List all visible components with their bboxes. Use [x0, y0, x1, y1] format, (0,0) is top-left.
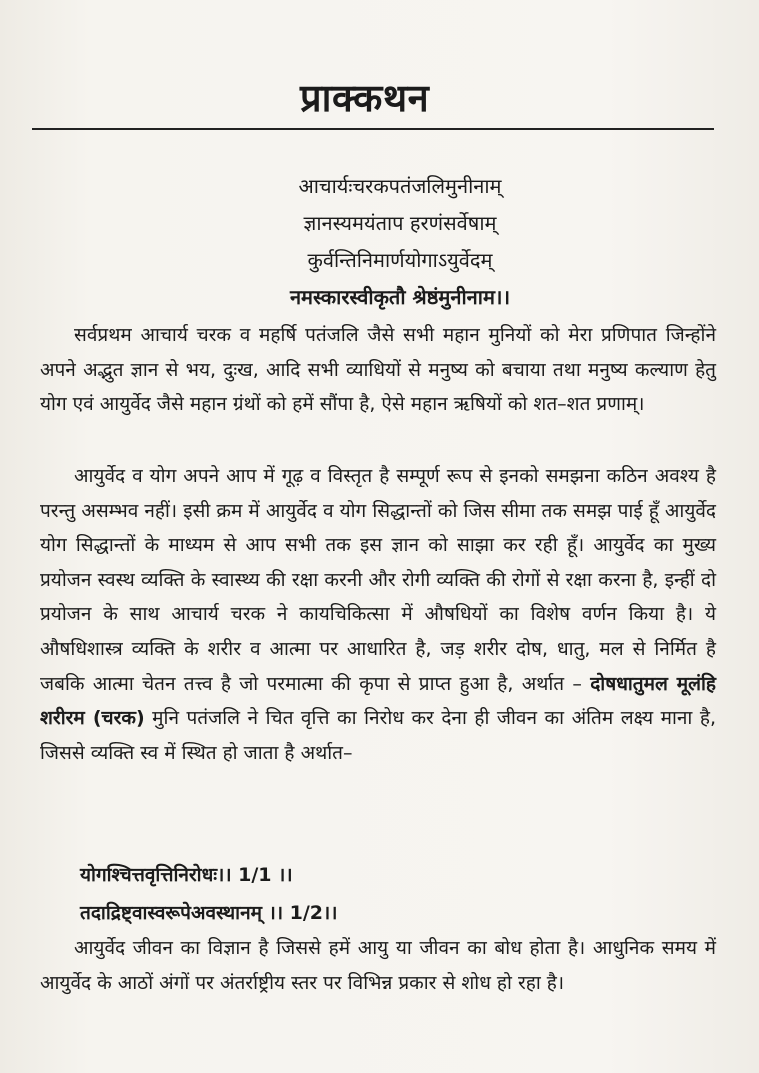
page-title: प्राक्कथन	[300, 76, 430, 120]
verse-line: नमस्कारस्वीकृतौ श्रेष्ठंमुनीनाम।।	[289, 285, 511, 309]
sanskrit-verse	[240, 168, 560, 316]
paragraph-text: आयुर्वेद व योग अपने आप में गूढ़ व विस्तृत है सम्पूर्ण रूप से इनको समझना कठिन अवश्य है परन्तु असम्भव नहीं। इसी क्रम में आयुर्वेद व योग सिद्धान्तों को जिस सीमा तक समझ पाई हूँ आयुर्वेद योग सिद्धान्तों के माध्यम से आप सभी तक इस ज्ञान को साझा कर रही हूँ। आयुर्वेद का मुख्य प्रयोजन स्वस्थ व्यक्ति के स्वास्थ्य की रक्षा करनी और रोगी व्यक्ति की रोगों से रक्षा करना है, इन्हीं दो प्रयोजन के साथ आचार्य चरक ने कायचिकित्सा में औषधियों का विशेष वर्णन किया है। ये औषधिशास्त्र व्यक्ति के शरीर व आत्मा पर आधारित है, जड़ शरीर दोष, धातु, मल से निर्मित है जबकि आत्मा चेतन तत्त्व है जो परमात्मा की कृपा से प्राप्त हुआ है, अर्थात –	[40, 465, 716, 695]
paragraph-text: आयुर्वेद जीवन का विज्ञान है जिससे हमें आयु या जीवन का बोध होता है। आधुनिक समय में आयुर्वेद के आठों अंगों पर अंतर्राष्ट्रीय स्तर पर विभिन्न प्रकार से शोध हो रहा है।	[40, 937, 716, 994]
verse-line: कुर्वन्तिनिमार्णयोगाऽयुर्वेदम्	[307, 248, 493, 272]
paragraph-research	[40, 931, 716, 1000]
charak-quote: दोषधातुमल मूलंहि शरीरम (चरक)	[40, 672, 716, 730]
paragraph-ayurveda-yoga	[40, 459, 716, 770]
paragraph-text: मुनि पतंजलि ने चित वृत्ति का निरोध कर देना ही जीवन का अंतिम लक्ष्य माना है, जिससे व्यक्ति स्व में स्थित हो जाता है अर्थात–	[40, 707, 716, 764]
paragraph-text: सर्वप्रथम आचार्य चरक व महर्षि पतंजलि जैसे सभी महान मुनियों को मेरा प्रणिपात जिन्होंने अपने अद्भुत ज्ञान से भय, दुःख, आदि सभी व्याधियों से मनुष्य को बचाया तथा मनुष्य कल्याण हेतु योग एवं आयुर्वेद जैसे महान ग्रंथों को हमें सौंपा है, ऐसे महान ऋषियों को शत–शत प्रणाम्।	[40, 324, 716, 416]
title-rule	[32, 128, 714, 130]
yoga-sutras	[80, 856, 700, 932]
sutra-line: तदाद्रिष्ट्वास्वरूपेअवस्थानम् ।। 1/2।।	[80, 902, 338, 924]
paragraph-intro	[40, 318, 716, 422]
verse-line: आचार्यःचरकपतंजलिमुनीनाम्	[298, 174, 502, 198]
sutra-line: योगश्चित्तवृत्तिनिरोधः।। 1/1 ।।	[80, 864, 293, 886]
verse-line: ज्ञानस्यमयंताप हरणंसर्वेषाम्	[303, 211, 497, 235]
